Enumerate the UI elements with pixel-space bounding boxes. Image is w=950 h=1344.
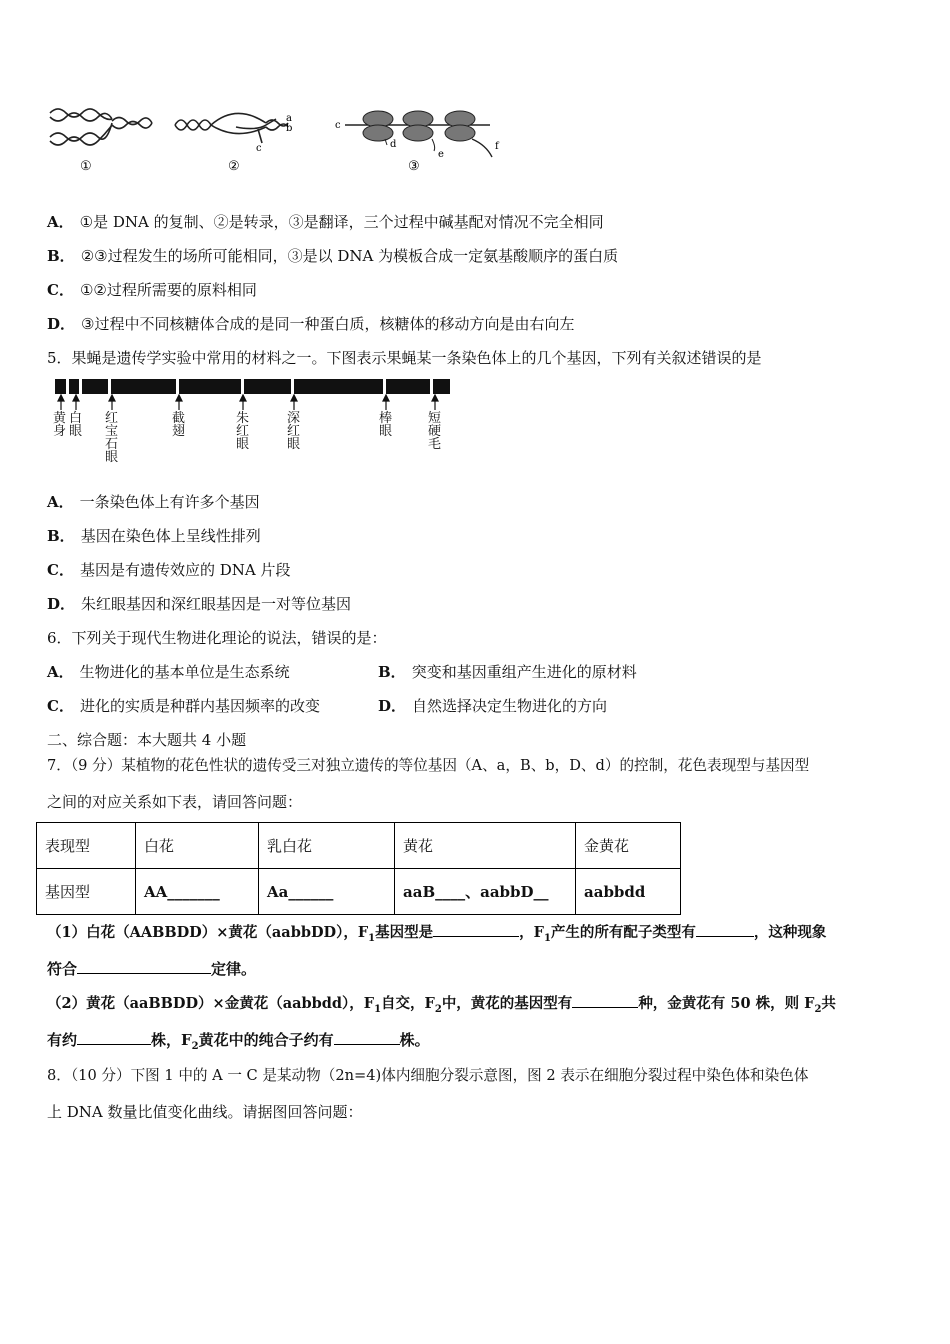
- table-cell: 基因型: [37, 869, 136, 915]
- table-cell: 表现型: [37, 823, 136, 869]
- q5-option-c: C． 基因是有遗传效应的 DNA 片段: [47, 561, 291, 579]
- q8-line2: 上 DNA 数量比值变化曲线。请据图回答问题：: [47, 1103, 363, 1121]
- caption-1: ①: [80, 159, 92, 174]
- section-heading: 二、综合题：本大题共 4 小题: [47, 731, 247, 749]
- gene-label: 深红眼: [287, 411, 301, 452]
- genotype-table: [36, 822, 681, 915]
- answer-blank[interactable]: [572, 993, 638, 1009]
- translation-diagram: [345, 111, 492, 157]
- replication-diagram: [50, 109, 152, 145]
- gene-label: 白眼: [69, 411, 83, 439]
- q5-option-a: A． 一条染色体上有许多个基因: [47, 493, 260, 511]
- q6-stem: 6．下列关于现代生物进化理论的说法，错误的是：: [47, 629, 387, 647]
- gene-label: 红宝石眼: [105, 411, 119, 465]
- answer-blank[interactable]: [77, 958, 211, 974]
- table-cell: 金黄花: [576, 823, 681, 869]
- label-b: b: [286, 123, 293, 134]
- q7-part2-line2: 有约 株，$F_2$黄花中的纯合子约有 株。: [47, 1031, 430, 1052]
- label-d: d: [390, 139, 397, 150]
- table-cell: 乳白花: [259, 823, 395, 869]
- q4-option-c: C． ①②过程所需要的原料相同: [47, 281, 257, 299]
- answer-blank[interactable]: [433, 922, 519, 938]
- table-cell: Aa______: [259, 869, 395, 915]
- q6-option-a: A． 生物进化的基本单位是生态系统: [47, 663, 290, 681]
- q7-part1-line2: 符合 定律。: [47, 960, 257, 978]
- q7-part2-line1: （2）黄花（aaBBDD）×金黄花（aabbdd），$F_1$自交，$F_2$中，黄花的基因型有 种，金黄花有 50 株，则 $F_2$共: [47, 992, 836, 1015]
- table-cell: 黄花: [395, 823, 576, 869]
- label-c-fig3: c: [335, 120, 341, 131]
- q7-part1-line1: （1）白花（AABBDD）×黄花（aabbDD），$F_1$基因型是 ，$F_1$产生的所有配子类型有 ，这种现象: [47, 921, 826, 944]
- q4-option-a: A． ①是 DNA 的复制、②是转录，③是翻译，三个过程中碱基配对情况不完全相同: [47, 213, 604, 231]
- table-row: [37, 869, 681, 915]
- q4-option-b: B． ②③过程发生的场所可能相同，③是以 DNA 为模板合成一定氨基酸顺序的蛋白质: [47, 247, 619, 265]
- table-cell: AA_______: [136, 869, 259, 915]
- table-cell: 白花: [136, 823, 259, 869]
- answer-blank[interactable]: [334, 1029, 400, 1045]
- label-f: f: [495, 141, 499, 152]
- q8-line1: 8．（10 分）下图 1 中的 A 一 C 是某动物（2n=4)体内细胞分裂示意图，图 2 表示在细胞分裂过程中染色体和染色体: [47, 1067, 809, 1084]
- table-row: [37, 823, 681, 869]
- answer-blank[interactable]: [696, 922, 754, 938]
- gene-label: 棒眼: [379, 411, 393, 439]
- label-c-fig2: c: [256, 143, 262, 154]
- caption-2: ②: [228, 159, 240, 174]
- table-cell: aabbdd: [576, 869, 681, 915]
- label-e: e: [438, 149, 444, 160]
- answer-blank[interactable]: [77, 1029, 151, 1045]
- transcription-diagram: [175, 113, 288, 143]
- caption-3: ③: [408, 159, 420, 174]
- q5-option-b: B． 基因在染色体上呈线性排列: [47, 527, 261, 545]
- gene-label: 截翅: [172, 411, 186, 439]
- q5-stem: 5．果蝇是遗传学实验中常用的材料之一。下图表示果蝇某一条染色体上的几个基因，下列有关叙述错误的是: [47, 349, 762, 367]
- gene-label: 朱红眼: [236, 411, 250, 452]
- q6-option-c: C． 进化的实质是种群内基因频率的改变: [47, 697, 320, 715]
- q6-option-b: B． 突变和基因重组产生进化的原材料: [378, 663, 637, 681]
- q7-line2: 之间的对应关系如下表，请回答问题：: [47, 793, 303, 811]
- q5-option-d: D． 朱红眼基因和深红眼基因是一对等位基因: [47, 595, 352, 613]
- gene-label: 短硬毛: [428, 411, 442, 452]
- gene-label: 黄身: [53, 411, 67, 439]
- process-figure: [40, 95, 520, 180]
- q4-option-d: D． ③过程中不同核糖体合成的是同一种蛋白质，核糖体的移动方向是由右向左: [47, 315, 575, 333]
- q6-option-d: D． 自然选择决定生物进化的方向: [378, 697, 608, 715]
- q7-line1: 7．（9 分）某植物的花色性状的遗传受三对独立遗传的等位基因（A、a，B、b，D、d）的控制，花色表现型与基因型: [47, 757, 810, 774]
- table-cell: aaB____、aabbD__: [395, 869, 576, 915]
- label-a: a: [286, 113, 292, 124]
